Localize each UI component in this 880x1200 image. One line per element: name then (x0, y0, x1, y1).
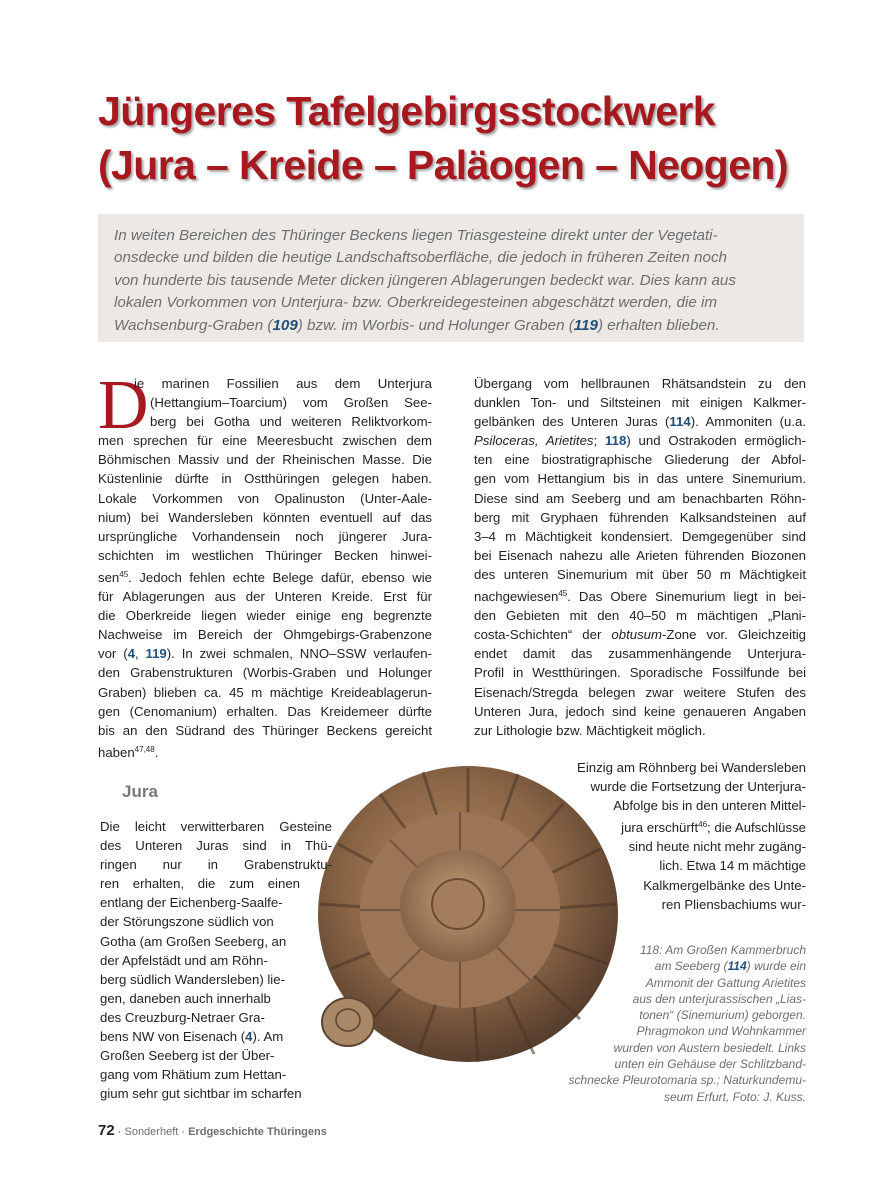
page-title (98, 84, 858, 192)
text-line: schichten im westlichen Thüringer Becken hinwei- (98, 547, 432, 563)
reference-link[interactable]: 109 (272, 316, 298, 334)
text-line (98, 565, 432, 587)
text-line: zur Lithologie bzw. Mächtigkeit möglich. (474, 722, 706, 738)
title-line-1: Jüngeres Tafelgebirgsstockwerk (98, 88, 715, 134)
text-line: des unteren Sinemurium mit über 50 m Mächtigkeit (474, 566, 806, 582)
footnote-ref: 46 (698, 820, 708, 830)
body-column-2 (474, 374, 806, 740)
text-line: Übergang vom hellbraunen Rhätsandstein zu den (474, 376, 806, 391)
text-line: des Unteren Juras sind in Thü- (100, 838, 332, 854)
ammonite-center (432, 879, 484, 929)
text-line: gen vom Hettangium bis in das untere Sinemurium. (474, 471, 806, 487)
text: , (134, 646, 146, 662)
text: -Zone vor. Gleichzeitig (662, 627, 806, 643)
caption-line: 118: Am Großen Kammerbruch (639, 943, 806, 957)
text-line (98, 644, 432, 663)
reference-link[interactable]: 119 (145, 646, 167, 662)
text-line: Eisenach/Stregda belegen zwar weitere Stufen des (474, 684, 806, 700)
text-line (474, 412, 806, 431)
text-line: bei Eisenach nahezu alle Arieten führenden Biozonen (474, 547, 806, 563)
caption-line: tonen“ (Sinemurium) geborgen. (639, 1008, 806, 1023)
text-line: entlang der Eichenberg-Saalfe- (100, 895, 283, 911)
text: ). In zwei schmalen, NNO–SSW verlaufen- (166, 646, 433, 662)
text-line: gen (Cenomanium) erhalten. Das Kreidemeer dürfte (98, 703, 432, 719)
intro-line (114, 315, 790, 337)
figure-caption (500, 942, 806, 1105)
text: gelbänken des Unteren Juras ( (474, 414, 670, 430)
text-line: endet damit das zusammenhängende Unterjura- (474, 646, 806, 662)
intro-text: Wachsenburg-Graben ( (114, 316, 273, 334)
reference-link[interactable]: 4 (245, 1029, 253, 1045)
text-line: Küstenlinie dürfte in Ostthüringen gelegen haben. (98, 471, 432, 487)
text-line (474, 625, 806, 644)
text: sen (98, 569, 120, 585)
text-line: dunklen Ton- und Siltsteinen mit einigen Kalkmer- (474, 395, 806, 411)
text: . Das Obere Sinemurium liegt in bei- (567, 589, 806, 605)
text-line: Unteren Jura, jedoch sind keine genaueren Angaben (474, 703, 806, 719)
zone-name: obtusum (611, 627, 662, 643)
text-line: Profil in Westthüringen. Sporadische Fossilfunde bei (474, 665, 806, 681)
drop-cap: D (98, 367, 149, 444)
text-line (98, 740, 432, 762)
intro-line: lokalen Vorkommen von Unterjura- bzw. Oberkreidegesteinen abgeschätzt werden, die im (114, 294, 718, 312)
text-line: gen, daneben auch innerhalb (100, 990, 271, 1006)
text-line: bis an den Südrand des Thüringer Beckens gereicht (98, 722, 432, 738)
intro-line: In weiten Bereichen des Thüringer Beckens liegen Triasgesteine direkt unter der Vegetati- (114, 227, 718, 244)
footnote-ref: 45 (119, 569, 129, 579)
text-line: gang vom Rhätium zum Hettan- (100, 1067, 287, 1083)
text-line (474, 584, 806, 606)
caption-line: seum Erfurt, Foto: J. Kuss. (663, 1089, 806, 1104)
caption-line: wurden von Austern besiedelt. Links (613, 1040, 806, 1055)
text-line (100, 1027, 332, 1046)
body-column-3 (542, 758, 806, 914)
body-column-jura (100, 817, 332, 1103)
caption-line: unten ein Gehäuse der Schlitzband- (614, 1057, 806, 1072)
text: ) und Ostrakoden ermöglich- (626, 433, 807, 449)
text-line: Graben) blieben ca. 45 m mächtige Kreideablagerun- (98, 684, 432, 700)
text: . (154, 744, 159, 760)
text-line: nium) bei Wandersleben könnten eventuell auf das (98, 509, 432, 525)
text-line: berg mit Gryphaen führenden Kalksandsteinen auf (474, 509, 806, 525)
reference-link[interactable]: 119 (573, 316, 599, 334)
text: bens NW von Eisenach ( (100, 1029, 246, 1045)
text: haben (98, 744, 135, 760)
text-line: ursprüngliche Vorhandensein noch jüngerer Jura- (98, 528, 432, 544)
page-footer (98, 1122, 327, 1139)
text-line: ren Pliensbachiums wur- (661, 896, 806, 912)
intro-text: ) erhalten blieben. (598, 316, 720, 334)
publication-name: Sonderheft (124, 1126, 179, 1138)
intro-line: von hunderte bis tausende Meter dicken jüngeren Ablagerungen bedeckt war. Dies kann aus (114, 271, 736, 289)
text-line (542, 815, 806, 837)
text: nachgewiesen (474, 589, 559, 605)
caption-line: aus den unterjurassischen „Lias- (632, 991, 806, 1006)
text: ; die Aufschlüsse (707, 820, 806, 836)
text-line: berg südlich Wandersleben) lie- (100, 971, 285, 987)
text-line: sind heute nicht mehr zugäng- (628, 839, 806, 855)
text-line: lich. Etwa 14 m mächtige (659, 858, 806, 874)
publication-subtitle: Erdgeschichte Thüringens (188, 1126, 327, 1138)
text-line: 3–4 m Mächtigkeit kondensiert. Demgegenüber sind (474, 528, 806, 544)
text-line: ringen nur in Grabenstruktu- (100, 857, 332, 873)
text-line: ie marinen Fossilien aus dem Unterjura (134, 376, 432, 391)
text-line: Böhmischen Massiv und der Rheinischen Masse. Die (98, 452, 432, 468)
body-column-1 (98, 374, 432, 762)
title-line-2: (Jura – Kreide – Paläogen – Neogen) (98, 142, 788, 188)
text-line: wurde die Fortsetzung der Unterjura- (590, 779, 806, 795)
text-line (474, 431, 806, 450)
footer-separator: · (181, 1126, 189, 1138)
text: ) wurde ein (746, 959, 806, 974)
footer-separator: · (117, 1126, 125, 1138)
text-line: Gotha (am Großen Seeberg, an (100, 933, 287, 949)
text-line: den Grabenstrukturen (Worbis-Graben und Holunger (98, 665, 432, 681)
text-line: des Creuzburg-Netraer Gra- (100, 1009, 265, 1025)
intro-box (98, 214, 804, 342)
footnote-ref: 47,48 (134, 744, 155, 754)
genus-names: Psiloceras, Arietites (474, 433, 594, 449)
text-line: ren erhalten, die zum einen (100, 876, 300, 892)
reference-link[interactable]: 4 (127, 646, 135, 662)
text: ). Ammoniten (u.a. (690, 414, 806, 430)
text-line: men sprechen für eine Meeresbucht zwischen dem (98, 433, 432, 449)
intro-line: onsdecke und bilden die heutige Landschaftsoberfläche, die jedoch in früheren Zeiten noch (114, 249, 727, 267)
text-line: Lokale Vorkommen von Opalinuston (Unter-Aale- (98, 490, 432, 506)
caption-line (500, 958, 806, 974)
text: . Jedoch fehlen echte Belege dafür, ebenso wie (128, 569, 432, 585)
text-line: für Ablagerungen aus der Unteren Kreide. Erst für (98, 589, 432, 605)
text: ; (593, 433, 606, 449)
text: vor ( (98, 646, 128, 662)
text-line: gium sehr gut sichtbar im scharfen (100, 1086, 302, 1102)
page-number: 72 (98, 1122, 115, 1139)
text-line: Kalkmergelbänke des Unte- (643, 877, 806, 893)
section-heading-jura: Jura (122, 782, 158, 801)
text-line: der Apfelstädt und am Röhn- (100, 952, 268, 968)
text-line: (Hettangium–Toarcium) vom Großen See- (150, 395, 432, 411)
intro-text: ) bzw. im Worbis- und Holunger Graben ( (297, 316, 574, 334)
text-line: den Gebieten mit den 40–50 m mächtigen „Plani- (474, 608, 806, 624)
text-line: Einzig am Röhnberg bei Wandersleben (577, 760, 806, 775)
text: ). Am (252, 1029, 284, 1045)
caption-line: Ammonit der Gattung Arietites (645, 975, 806, 990)
text-line: Die leicht verwitterbaren Gesteine (100, 819, 332, 834)
text-line: berg bei Gotha und weiteren Reliktvorkom- (150, 414, 432, 430)
reference-link[interactable]: 118 (605, 433, 627, 449)
caption-line: schnecke Pleurotomaria sp.; Naturkundemu- (568, 1073, 806, 1088)
text-line: Diese sind am Seeberg und am benachbarten Röhn- (474, 490, 806, 506)
footnote-ref: 45 (558, 589, 568, 599)
text-line: Großen Seeberg ist der Über- (100, 1048, 275, 1064)
reference-link[interactable]: 114 (727, 959, 747, 974)
text-line: der Störungszone südlich von (100, 914, 274, 930)
text-line: Abfolge bis in den unteren Mittel- (613, 798, 806, 814)
text-line: ten eine biostratigraphische Gliederung der Abfol- (474, 452, 806, 468)
text: am Seeberg ( (654, 959, 728, 974)
text: costa-Schichten“ der (474, 627, 612, 643)
caption-line: Phragmokon und Wohnkammer (636, 1024, 806, 1039)
text-line: die Oberkreide liegen wieder einige eng begrenzte (98, 608, 432, 624)
text-line: Nachweise im Bereich der Ohmgebirgs-Grabenzone (98, 627, 432, 643)
reference-link[interactable]: 114 (669, 414, 691, 430)
text: jura erschürft (621, 820, 699, 836)
